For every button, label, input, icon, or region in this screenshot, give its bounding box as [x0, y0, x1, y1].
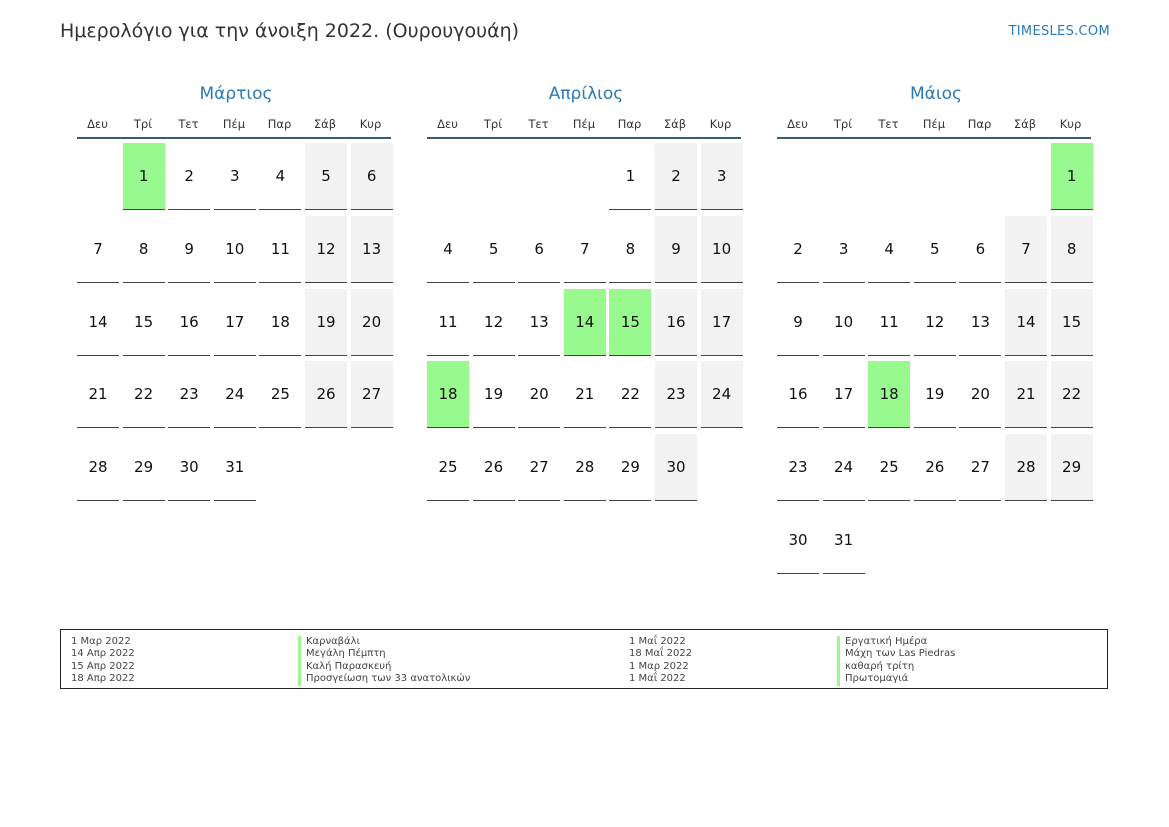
day-cell[interactable]: 30 [655, 434, 697, 501]
day-cell[interactable]: 25 [868, 434, 910, 501]
legend-holiday-name: Μεγάλη Πέμπτη [298, 648, 470, 660]
day-cell[interactable]: 23 [168, 361, 210, 428]
day-cell[interactable]: 24 [701, 361, 743, 428]
legend-left-names [298, 636, 470, 686]
day-cell[interactable]: 24 [214, 361, 256, 428]
day-cell[interactable]: 30 [777, 507, 819, 574]
weekday-label: Δευ [787, 117, 808, 131]
day-cell[interactable]: 12 [305, 216, 347, 283]
header-divider [777, 137, 1091, 139]
day-cell[interactable]: 18 [259, 289, 301, 356]
day-cell[interactable]: 11 [427, 289, 469, 356]
day-cell[interactable]: 28 [77, 434, 119, 501]
legend-date: 18 Απρ 2022 [71, 673, 135, 685]
day-cell[interactable]: 2 [655, 143, 697, 210]
day-cell[interactable]: 27 [351, 361, 393, 428]
legend-date: 14 Απρ 2022 [71, 648, 135, 660]
day-cell[interactable]: 14 [1005, 289, 1047, 356]
day-cell[interactable]: 8 [123, 216, 165, 283]
legend-date: 18 Μαΐ 2022 [629, 648, 693, 660]
legend-holiday-name: Πρωτομαγιά [837, 673, 955, 685]
day-cell[interactable]: 6 [959, 216, 1001, 283]
weekday-label: Πέμ [922, 117, 946, 131]
month-name: Μάιος [909, 84, 962, 104]
day-cell[interactable]: 9 [777, 289, 819, 356]
day-cell[interactable]: 3 [214, 143, 256, 210]
legend-date: 1 Μαρ 2022 [71, 636, 131, 647]
legend-date: 1 Μαΐ 2022 [629, 636, 686, 647]
month-name: Μάρτιος [199, 84, 273, 104]
day-cell[interactable]: 7 [1005, 216, 1047, 283]
header-divider [427, 137, 741, 139]
holiday-day-cell[interactable]: 14 [564, 289, 606, 356]
day-cell[interactable]: 8 [609, 216, 651, 283]
legend-left-dates [71, 636, 135, 686]
day-cell[interactable]: 20 [518, 361, 560, 428]
holiday-day-cell[interactable]: 15 [609, 289, 651, 356]
day-cell[interactable]: 29 [123, 434, 165, 501]
month-calendar [77, 82, 395, 477]
day-cell[interactable]: 11 [868, 289, 910, 356]
legend-holiday-name: καθαρή τρίτη [837, 661, 955, 673]
weekday-label: Τετ [178, 117, 199, 131]
day-cell[interactable]: 24 [823, 434, 865, 501]
weekday-label: Σάβ [663, 117, 687, 131]
day-cell[interactable]: 11 [259, 216, 301, 283]
day-cell[interactable]: 19 [473, 361, 515, 428]
legend-holiday-name: Καλή Παρασκευή [298, 661, 470, 673]
weekday-label: Κυρ [709, 117, 732, 131]
day-cell[interactable]: 25 [427, 434, 469, 501]
day-cell[interactable]: 30 [168, 434, 210, 501]
weekday-label: Παρ [617, 117, 642, 131]
weekday-label: Τρί [833, 117, 853, 131]
day-cell[interactable]: 19 [305, 289, 347, 356]
day-cell[interactable]: 26 [305, 361, 347, 428]
legend-right-names [837, 636, 955, 686]
day-cell[interactable]: 17 [823, 361, 865, 428]
day-cell[interactable]: 29 [609, 434, 651, 501]
day-cell[interactable]: 25 [259, 361, 301, 428]
day-cell[interactable]: 5 [305, 143, 347, 210]
legend-holiday-name: Εργατική Ημέρα [837, 636, 955, 648]
day-cell[interactable]: 5 [914, 216, 956, 283]
day-cell[interactable]: 23 [777, 434, 819, 501]
day-cell[interactable]: 12 [473, 289, 515, 356]
weekday-label: Σάβ [313, 117, 337, 131]
day-cell[interactable]: 27 [959, 434, 1001, 501]
weekday-label: Κυρ [359, 117, 382, 131]
day-cell[interactable]: 6 [351, 143, 393, 210]
day-cell[interactable]: 15 [1051, 289, 1093, 356]
weekday-label: Σάβ [1013, 117, 1037, 131]
day-cell[interactable]: 12 [914, 289, 956, 356]
weekday-header-row [77, 115, 395, 133]
day-cell[interactable]: 2 [777, 216, 819, 283]
weekday-label: Τετ [528, 117, 549, 131]
day-cell[interactable]: 5 [473, 216, 515, 283]
month-calendar [427, 82, 745, 477]
day-cell[interactable]: 22 [1051, 361, 1093, 428]
day-cell[interactable]: 4 [868, 216, 910, 283]
weekday-label: Κυρ [1059, 117, 1082, 131]
day-cell[interactable]: 16 [168, 289, 210, 356]
day-cell[interactable]: 26 [473, 434, 515, 501]
day-cell[interactable]: 29 [1051, 434, 1093, 501]
weekday-label: Δευ [87, 117, 108, 131]
weekday-label: Πέμ [222, 117, 246, 131]
legend-holiday-name: Προσγείωση των 33 ανατολικών [298, 673, 470, 685]
day-cell[interactable]: 28 [1005, 434, 1047, 501]
holiday-day-cell[interactable]: 1 [123, 143, 165, 210]
weekday-label: Παρ [267, 117, 292, 131]
day-cell[interactable]: 22 [609, 361, 651, 428]
day-cell[interactable]: 22 [123, 361, 165, 428]
day-cell[interactable]: 4 [427, 216, 469, 283]
day-cell[interactable]: 13 [518, 289, 560, 356]
holiday-day-cell[interactable]: 1 [1051, 143, 1093, 210]
month-name: Απρίλιος [548, 84, 624, 104]
legend-holiday-name: Καρναβάλι [298, 636, 470, 648]
day-cell[interactable]: 31 [823, 507, 865, 574]
day-cell[interactable]: 17 [701, 289, 743, 356]
weekday-label: Παρ [967, 117, 992, 131]
weekday-label: Δευ [437, 117, 458, 131]
month-calendar [777, 82, 1095, 549]
day-cell[interactable]: 15 [123, 289, 165, 356]
day-cell[interactable]: 20 [959, 361, 1001, 428]
day-cell[interactable]: 21 [77, 361, 119, 428]
brand-link[interactable]: TIMESLES.COM [1008, 24, 1110, 39]
legend-date: 1 Μαΐ 2022 [629, 673, 686, 685]
day-cell[interactable]: 17 [214, 289, 256, 356]
day-cell[interactable]: 16 [655, 289, 697, 356]
day-cell[interactable]: 21 [1005, 361, 1047, 428]
day-cell[interactable]: 7 [564, 216, 606, 283]
day-cell[interactable]: 31 [214, 434, 256, 501]
day-cell[interactable]: 3 [823, 216, 865, 283]
day-cell[interactable]: 13 [351, 216, 393, 283]
weekday-label: Τρί [133, 117, 153, 131]
day-cell[interactable]: 4 [259, 143, 301, 210]
holiday-legend [60, 629, 1108, 689]
day-cell[interactable]: 26 [914, 434, 956, 501]
page-title: Ημερολόγιο για την άνοιξη 2022. (Ουρουγουάη) [60, 20, 520, 42]
day-cell[interactable]: 28 [564, 434, 606, 501]
day-cell[interactable]: 10 [701, 216, 743, 283]
day-cell[interactable]: 9 [655, 216, 697, 283]
weekday-label: Τετ [878, 117, 899, 131]
holiday-day-cell[interactable]: 18 [868, 361, 910, 428]
day-cell[interactable]: 23 [655, 361, 697, 428]
day-cell[interactable]: 13 [959, 289, 1001, 356]
day-cell[interactable]: 16 [777, 361, 819, 428]
legend-date: 1 Μαρ 2022 [629, 660, 689, 672]
weekday-label: Τρί [483, 117, 503, 131]
holiday-day-cell[interactable]: 18 [427, 361, 469, 428]
day-cell[interactable]: 14 [77, 289, 119, 356]
day-cell[interactable]: 6 [518, 216, 560, 283]
legend-holiday-name: Μάχη των Las Piedras [837, 648, 955, 660]
day-cell[interactable]: 8 [1051, 216, 1093, 283]
day-cell[interactable]: 27 [518, 434, 560, 501]
legend-right-dates [629, 636, 692, 686]
day-cell[interactable]: 7 [77, 216, 119, 283]
day-cell[interactable]: 3 [701, 143, 743, 210]
header-divider [77, 137, 391, 139]
day-cell[interactable]: 20 [351, 289, 393, 356]
day-cell[interactable]: 1 [609, 143, 651, 210]
legend-date: 15 Απρ 2022 [71, 660, 135, 672]
day-cell[interactable]: 19 [914, 361, 956, 428]
day-cell[interactable]: 21 [564, 361, 606, 428]
weekday-header-row [777, 115, 1095, 133]
day-cell[interactable]: 9 [168, 216, 210, 283]
weekday-label: Πέμ [572, 117, 596, 131]
day-cell[interactable]: 2 [168, 143, 210, 210]
day-cell[interactable]: 10 [823, 289, 865, 356]
weekday-header-row [427, 115, 745, 133]
day-cell[interactable]: 10 [214, 216, 256, 283]
